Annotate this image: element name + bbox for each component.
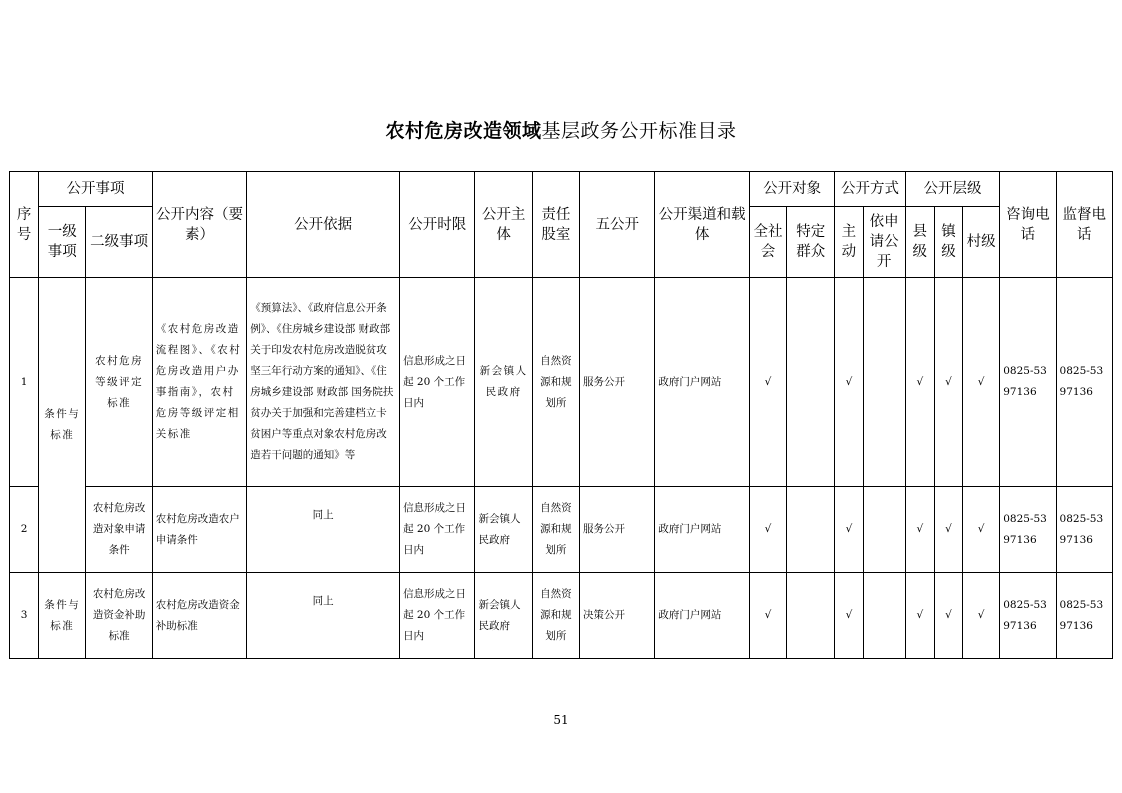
header-level1: 一级事项 xyxy=(39,207,86,278)
row-seq: 1 xyxy=(10,278,39,487)
row-subject: 新会镇人民政府 xyxy=(475,487,532,573)
row-level-county: √ xyxy=(905,487,934,573)
table-row xyxy=(10,573,1113,659)
row-subject: 新会镇人民政府 xyxy=(475,573,532,659)
standard-catalog-table xyxy=(9,171,1113,659)
row-consult: 0825-5397136 xyxy=(1000,487,1056,573)
header-channel: 公开渠道和载体 xyxy=(655,172,750,278)
row-consult: 0825-5397136 xyxy=(1000,278,1056,487)
row-dept: 自然资源和规划所 xyxy=(532,573,579,659)
row-basis: 同上 xyxy=(247,573,400,659)
row-method-apply xyxy=(863,573,905,659)
table-row xyxy=(10,487,1113,573)
header-target-specific: 特定群众 xyxy=(787,207,835,278)
header-target: 公开对象 xyxy=(749,172,834,207)
row-target-all: √ xyxy=(749,573,786,659)
row-subject: 新会镇人民政府 xyxy=(475,278,532,487)
row-basis: 《预算法》、《政府信息公开条例》、《住房城乡建设部 财政部关于印发农村危房改造脱贫攻坚三年行动方案的通知》、《住房城乡建设部 财政部 国务院扶贫办关于加强和完善建档立卡贫困户等重点对象农村危房改造若干问题的通知》等 xyxy=(247,278,400,487)
row-channel: 政府门户网站 xyxy=(655,487,750,573)
header-level: 公开层级 xyxy=(905,172,1000,207)
title-rest: 基层政务公开标准目录 xyxy=(541,120,737,142)
row-method-apply xyxy=(863,487,905,573)
header-method-apply: 依申请公开 xyxy=(863,207,905,278)
title-bold: 农村危房改造领域 xyxy=(385,120,542,142)
row-target-specific xyxy=(787,278,835,487)
row-level1: 条件与标准 xyxy=(39,278,86,573)
row-content: 《农村危房改造流程图》、《农村危房改造用户办事指南》，农村危房等级评定相关标准 xyxy=(152,278,247,487)
row-supervise: 0825-5397136 xyxy=(1056,278,1112,487)
header-method: 公开方式 xyxy=(835,172,905,207)
row-level2: 农村危房改造对象申请条件 xyxy=(86,487,152,573)
row-channel: 政府门户网站 xyxy=(655,278,750,487)
row-time-limit: 信息形成之日起 20 个工作日内 xyxy=(400,487,475,573)
header-five-public: 五公开 xyxy=(580,172,655,278)
header-time-limit: 公开时限 xyxy=(400,172,475,278)
row-seq: 3 xyxy=(10,573,39,659)
row-level2: 农村危房改造资金补助标准 xyxy=(86,573,152,659)
row-seq: 2 xyxy=(10,487,39,573)
row-basis: 同上 xyxy=(247,487,400,573)
row-supervise: 0825-5397136 xyxy=(1056,573,1112,659)
row-channel: 政府门户网站 xyxy=(655,573,750,659)
header-supervise: 监督电话 xyxy=(1056,172,1112,278)
row-five-public: 服务公开 xyxy=(580,278,655,487)
row-method-active: √ xyxy=(835,487,863,573)
table-row xyxy=(10,278,1113,487)
row-level-town: √ xyxy=(934,487,962,573)
row-method-active: √ xyxy=(835,573,863,659)
row-target-all: √ xyxy=(749,278,786,487)
header-level-village: 村级 xyxy=(963,207,1000,278)
row-level-county: √ xyxy=(905,573,934,659)
row-level-town: √ xyxy=(934,573,962,659)
header-subject: 公开主体 xyxy=(475,172,532,278)
row-content: 农村危房改造农户申请条件 xyxy=(152,487,247,573)
row-level1: 条件与标准 xyxy=(39,573,86,659)
row-level-town: √ xyxy=(934,278,962,487)
row-dept: 自然资源和规划所 xyxy=(532,278,579,487)
row-content: 农村危房改造资金补助标准 xyxy=(152,573,247,659)
row-target-specific xyxy=(787,573,835,659)
header-target-all: 全社会 xyxy=(749,207,786,278)
row-level2: 农村危房等级评定标准 xyxy=(86,278,152,487)
page-number: 51 xyxy=(553,713,569,727)
row-dept: 自然资源和规划所 xyxy=(532,487,579,573)
header-seq: 序号 xyxy=(10,172,39,278)
row-level-village: √ xyxy=(963,573,1000,659)
row-consult: 0825-5397136 xyxy=(1000,573,1056,659)
header-method-active: 主动 xyxy=(835,207,863,278)
header-consult: 咨询电话 xyxy=(1000,172,1056,278)
row-method-apply xyxy=(863,278,905,487)
row-target-all: √ xyxy=(749,487,786,573)
row-method-active: √ xyxy=(835,278,863,487)
row-supervise: 0825-5397136 xyxy=(1056,487,1112,573)
header-content: 公开内容（要素） xyxy=(152,172,247,278)
header-level-county: 县级 xyxy=(905,207,934,278)
header-level-town: 镇级 xyxy=(934,207,962,278)
header-basis: 公开依据 xyxy=(247,172,400,278)
row-level-village: √ xyxy=(963,487,1000,573)
row-time-limit: 信息形成之日起 20 个工作日内 xyxy=(400,573,475,659)
header-matters: 公开事项 xyxy=(39,172,153,207)
row-target-specific xyxy=(787,487,835,573)
row-five-public: 服务公开 xyxy=(580,487,655,573)
row-five-public: 决策公开 xyxy=(580,573,655,659)
row-level-village: √ xyxy=(963,278,1000,487)
header-dept: 责任股室 xyxy=(532,172,579,278)
row-level-county: √ xyxy=(905,278,934,487)
row-time-limit: 信息形成之日起 20 个工作日内 xyxy=(400,278,475,487)
page-title xyxy=(0,116,1122,143)
header-level2: 二级事项 xyxy=(86,207,152,278)
